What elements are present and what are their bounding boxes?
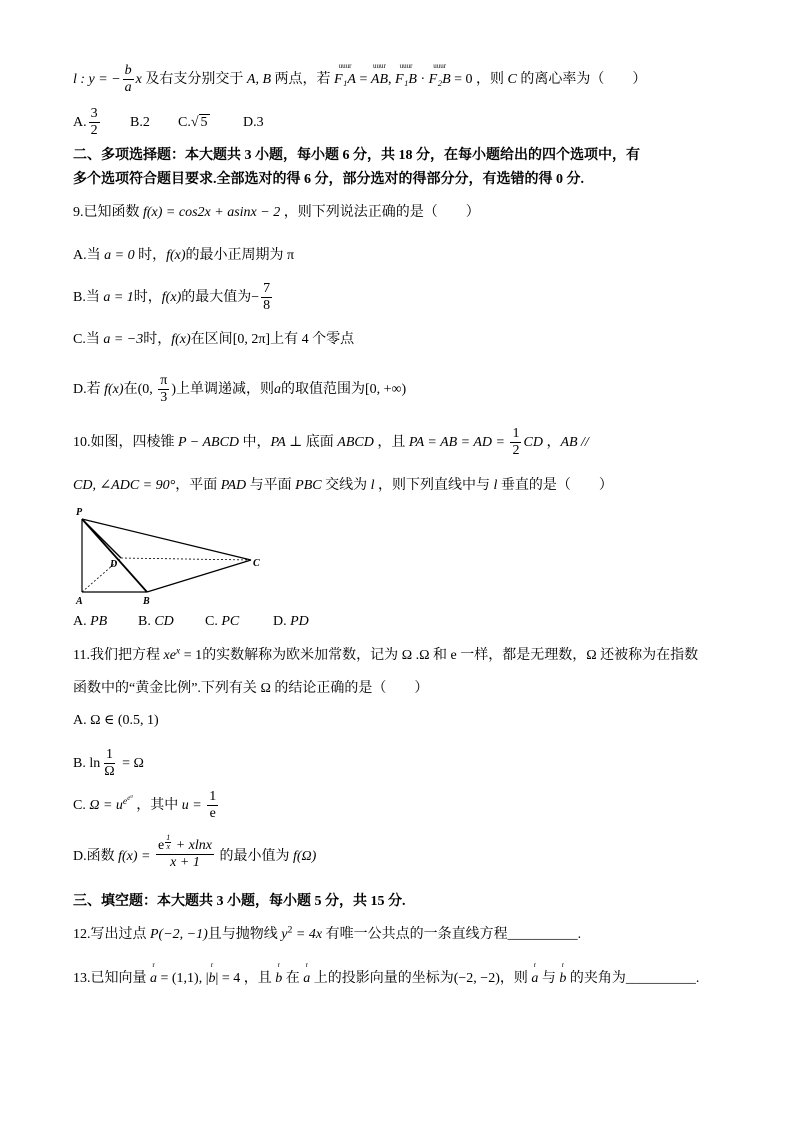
stem-text: 还被称为在指数 xyxy=(596,648,699,663)
stem-text: ，且 xyxy=(240,971,276,986)
fraction-numerator: 7 xyxy=(263,281,271,297)
math-expr: ABCD xyxy=(337,435,374,450)
stem-text: ，则 xyxy=(472,72,508,87)
e-symbol: e xyxy=(450,648,457,663)
vector-f1a xyxy=(334,62,356,91)
radicand: 5 xyxy=(200,115,208,130)
q11-option-a xyxy=(73,710,159,732)
section-heading: 二、多项选择题：本大题共 3 小题，每小题 6 分，共 18 分，在每小题给出的四个选项中，有 xyxy=(73,148,640,163)
stem-text: ，则下列说法正确的是（ ） xyxy=(280,205,480,220)
stem-text: 垂直的是（ ） xyxy=(497,478,613,493)
q8-stem-continuation xyxy=(73,62,647,96)
stem-text: 两点，若 xyxy=(271,72,334,87)
option-text: ，其中 xyxy=(132,798,182,813)
value-fraction xyxy=(261,281,272,314)
q10-stem-line1 xyxy=(73,426,589,459)
stem-text: 一样，都是无理数， xyxy=(456,648,587,663)
exponent: u xyxy=(130,794,133,800)
q12-stem xyxy=(73,924,581,946)
vector-ab xyxy=(370,62,388,91)
option-text: 的最小值为 xyxy=(215,849,293,864)
math-expr: f(x) xyxy=(171,332,191,347)
u-fraction xyxy=(207,789,218,822)
stem-text: 函数中的“黄金比例”.下列有关 xyxy=(73,681,261,696)
vector-b xyxy=(275,961,283,990)
fraction-numerator: b xyxy=(124,63,132,79)
stem-text: ，平面 xyxy=(175,478,221,493)
e-symbol: e xyxy=(158,838,165,854)
vector-label: b xyxy=(208,971,216,986)
fraction-denominator: e xyxy=(209,806,216,822)
math-expr: PBC xyxy=(295,478,322,493)
q13-stem xyxy=(73,961,700,990)
math-expr: a = 0 xyxy=(104,248,135,263)
option-value: PB xyxy=(90,614,108,629)
interval-fraction xyxy=(158,373,169,406)
stem-text: 上的投影向量的坐标为 xyxy=(310,971,454,986)
math-expr: PAD xyxy=(220,478,247,493)
option-label: B. xyxy=(73,756,90,771)
q10-stem-line2 xyxy=(73,475,613,497)
math-expr: = Ω xyxy=(118,756,144,771)
option-label: A. xyxy=(73,614,91,629)
math-expr: PA = AB = AD = xyxy=(408,435,509,450)
vector-accent: r xyxy=(277,961,280,969)
vector-accent: r xyxy=(305,961,308,969)
option-text: D.函数 xyxy=(73,849,119,864)
vertex-label-c: C xyxy=(253,558,260,569)
interval: [0, +∞) xyxy=(364,382,407,397)
option-text: 上单调递减，则 xyxy=(175,382,274,397)
stem-text: 的结论正确的是（ ） xyxy=(270,681,429,696)
option-value: PD xyxy=(290,614,309,629)
stem-text: 的夹角为 xyxy=(566,971,626,986)
stem-text: 底面 xyxy=(302,435,338,450)
q9-stem xyxy=(73,202,480,224)
math-expr: + xlnx xyxy=(172,838,212,854)
vertex-label-p: P xyxy=(76,507,83,518)
math-expr: | = 4 xyxy=(215,971,241,986)
vector-label: AB xyxy=(370,72,388,87)
math-expr: f(x) xyxy=(104,382,124,397)
vector-label: a xyxy=(150,971,157,986)
pyramid-figure xyxy=(73,506,268,606)
vector-a xyxy=(303,961,311,990)
line-l-var: l xyxy=(73,72,77,87)
stem-text: . xyxy=(412,648,420,663)
stem-text: 有唯一公共点的一条直线方程 xyxy=(322,927,508,942)
stem-text: 9.已知函数 xyxy=(73,205,143,220)
x-var: x xyxy=(135,72,142,87)
exponent-tower xyxy=(123,796,133,807)
fraction-numerator xyxy=(156,833,214,855)
vector-b xyxy=(559,961,567,990)
math-expr: f(x) = xyxy=(118,849,154,864)
section-heading: 多个选项符合题目要求.全部选对的得 6 分，部分选对的得部分分，有选错的得 0 分. xyxy=(73,172,584,187)
option-label: A. xyxy=(73,713,91,728)
math-expr: Ω = u xyxy=(89,798,123,813)
fraction-denominator: x xyxy=(166,842,170,852)
edge-pb xyxy=(82,519,147,592)
stem-text: 10.如图，四棱锥 xyxy=(73,435,178,450)
comma: , xyxy=(388,72,395,87)
ln-function: ln xyxy=(89,756,101,771)
option-value: CD xyxy=(154,614,174,629)
section-heading: 三、填空题：本大题共 3 小题，每小题 5 分，共 15 分. xyxy=(73,894,406,909)
option-text: 上有 4 个零点 xyxy=(270,332,355,347)
stem-text: 在 xyxy=(282,971,304,986)
option-fraction xyxy=(89,106,100,139)
slope-fraction xyxy=(123,63,134,96)
fraction-denominator: 2 xyxy=(512,443,520,459)
vector-accent: r xyxy=(152,961,155,969)
option-label: A. xyxy=(73,115,87,130)
option-label: B. xyxy=(138,614,155,629)
fraction-denominator: a xyxy=(124,80,132,96)
interval-open: (0, xyxy=(137,382,157,397)
pi-symbol: π xyxy=(287,248,295,263)
vector-accent: r xyxy=(533,961,537,969)
vector-accent: r xyxy=(561,961,565,969)
option-text: 时， xyxy=(134,248,167,263)
fraction-numerator: π xyxy=(160,373,168,389)
exponent: 2 xyxy=(287,924,293,936)
math-expr: CD xyxy=(523,435,543,450)
line-equation: : y = − xyxy=(76,72,121,87)
q11-stem-line1 xyxy=(73,645,698,667)
fraction-denominator: 2 xyxy=(90,123,98,139)
stem-text: 的离心率为（ ） xyxy=(516,72,647,87)
vertex-label-b: B xyxy=(143,596,150,606)
math-expr: y xyxy=(281,927,288,942)
exponent: x xyxy=(175,645,181,657)
fraction-numerator: 3 xyxy=(90,106,98,122)
q10-option-d xyxy=(273,611,309,633)
stem-text: 交线为 xyxy=(321,478,371,493)
option-text: B.当 xyxy=(73,290,104,305)
fraction-denominator: Ω xyxy=(104,764,115,780)
sqrt-expression xyxy=(191,114,210,130)
math-expr: l xyxy=(493,478,498,493)
stem-text: 中， xyxy=(239,435,271,450)
q11-option-b xyxy=(73,747,144,780)
math-expr: xe xyxy=(163,648,176,663)
points-ab: A, B xyxy=(246,72,271,87)
option-text: 时， xyxy=(143,332,172,347)
option-text: C.当 xyxy=(73,332,104,347)
edge-dc-hidden xyxy=(121,558,251,560)
stem-text: 11.我们把方程 xyxy=(73,648,164,663)
edge-pd xyxy=(82,519,121,558)
fraction-numerator: 1 xyxy=(209,789,217,805)
vector-accent: uuur xyxy=(433,62,447,70)
vector-f1b xyxy=(395,62,417,91)
stem-text: ，则 xyxy=(499,971,532,986)
stem-text: ，则下列直线中与 xyxy=(374,478,494,493)
omega-symbol: Ω xyxy=(586,648,597,663)
half-fraction xyxy=(510,426,521,459)
vertex-label-d: D xyxy=(110,559,118,570)
q9-option-d xyxy=(73,373,407,406)
q10-option-b xyxy=(138,611,174,633)
fraction-denominator: 3 xyxy=(160,390,168,406)
stem-text: ，且 xyxy=(373,435,409,450)
vector-a xyxy=(531,961,539,990)
q11-option-d xyxy=(73,833,317,871)
stem-text: 与平面 xyxy=(246,478,296,493)
q11-option-c xyxy=(73,789,220,822)
q9-option-a xyxy=(73,245,294,267)
fraction-denominator: 8 xyxy=(263,298,271,314)
math-expr: PA ⊥ xyxy=(270,435,303,450)
math-expr: P − ABCD xyxy=(178,435,240,450)
math-expr: a = −3 xyxy=(103,332,144,347)
math-expr: = (1,1), | xyxy=(157,971,209,986)
omega-symbol: Ω xyxy=(401,648,413,663)
fraction-denominator: x + 1 xyxy=(170,855,200,871)
vector-label: a xyxy=(303,971,311,986)
point-p: P(−2, −1) xyxy=(150,927,208,942)
stem-text: 与 xyxy=(538,971,560,986)
vector-label: b xyxy=(559,971,567,986)
answer-blank: __________. xyxy=(507,927,582,942)
stem-text: ， xyxy=(542,435,561,450)
option-text: 的最小正周期为 xyxy=(185,248,288,263)
q11-stem-line2 xyxy=(73,678,428,700)
vector-label: F₁B xyxy=(395,72,417,87)
answer-blank: __________. xyxy=(625,971,700,986)
curve-c-var: C xyxy=(507,72,517,87)
math-expr: (−2, −2) xyxy=(453,971,500,986)
omega-symbol: Ω xyxy=(260,681,271,696)
exponent: e xyxy=(122,795,128,807)
vector-accent: uuur xyxy=(399,62,413,70)
option-text: A.当 xyxy=(73,248,105,263)
fraction-numerator: 1 xyxy=(105,747,113,763)
vector-accent: uuur xyxy=(373,62,386,70)
vector-accent: uuur xyxy=(338,62,352,70)
q8-options xyxy=(73,106,333,139)
option-text: 在 xyxy=(123,382,138,397)
math-expr: AB // xyxy=(560,435,589,450)
fraction-numerator: 1 xyxy=(166,833,171,843)
function-fraction xyxy=(156,833,214,871)
option-label: C. xyxy=(73,798,90,813)
vector-f2b xyxy=(428,62,451,91)
math-expr: f(x) xyxy=(166,248,186,263)
exponent-fraction xyxy=(165,834,171,851)
math-expr: l xyxy=(370,478,375,493)
math-expr: = 1 xyxy=(180,648,203,663)
option-text: 时， xyxy=(133,290,162,305)
q10-option-c xyxy=(205,611,239,633)
stem-text: 的实数解称为欧米加常数，记为 xyxy=(202,648,402,663)
vector-label: b xyxy=(275,971,283,986)
edge-pc xyxy=(82,519,251,560)
vector-label: F₁A xyxy=(334,72,356,87)
q8-option-c xyxy=(178,112,210,134)
q8-option-d: D.3 xyxy=(243,115,264,130)
math-expr: a = 1 xyxy=(103,290,134,305)
vector-accent: r xyxy=(210,961,214,969)
option-text: 的最大值为 xyxy=(181,290,252,305)
math-expr: a xyxy=(273,382,281,397)
stem-text: 及右支分别交于 xyxy=(141,72,247,87)
q8-option-b: B.2 xyxy=(130,115,150,130)
dot-product: · xyxy=(416,72,429,87)
option-value: PC xyxy=(221,614,240,629)
equals-zero: = 0 xyxy=(450,72,473,87)
omega-symbol: Ω xyxy=(419,648,430,663)
option-label: C. xyxy=(178,115,191,130)
q9-option-c xyxy=(73,329,354,351)
math-expr: f(x) xyxy=(161,290,182,305)
interval-close: ) xyxy=(171,382,176,397)
option-text: 在区间 xyxy=(190,332,233,347)
math-expr: = 4x xyxy=(292,927,323,942)
vector-b xyxy=(208,961,216,990)
vector-a xyxy=(150,961,157,990)
vector-label: a xyxy=(531,971,539,986)
vector-label: F₂B xyxy=(428,72,451,87)
edge-bc xyxy=(147,560,251,592)
stem-text: 12.写出过点 xyxy=(73,927,150,942)
stem-text: 和 xyxy=(429,648,451,663)
exponent: e xyxy=(127,794,131,802)
equals: = xyxy=(355,72,371,87)
vertex-label-a: A xyxy=(76,596,83,606)
math-expr: u = xyxy=(181,798,206,813)
q10-option-a xyxy=(73,611,107,633)
q9-option-b xyxy=(73,281,274,314)
option-text: D.若 xyxy=(73,382,105,397)
math-expr: Ω ∈ (0.5, 1) xyxy=(90,713,159,728)
reciprocal-fraction xyxy=(102,747,116,780)
minus-sign: − xyxy=(251,290,260,305)
stem-text: 13.已知向量 xyxy=(73,971,150,986)
option-text: 的取值范围为 xyxy=(280,382,365,397)
radical-sign: √ xyxy=(190,115,199,130)
option-label: C. xyxy=(205,614,222,629)
q8-option-a xyxy=(73,106,102,139)
stem-text: 且与抛物线 xyxy=(207,927,282,942)
fraction-numerator: 1 xyxy=(512,426,520,442)
option-label: D. xyxy=(273,614,291,629)
math-expr: CD, ∠ADC = 90° xyxy=(73,478,176,493)
function-expr: f(x) = cos2x + asinx − 2 xyxy=(143,205,281,220)
q10-options xyxy=(73,611,353,633)
interval: [0, 2π] xyxy=(232,332,271,347)
math-expr: f(Ω) xyxy=(292,849,317,864)
